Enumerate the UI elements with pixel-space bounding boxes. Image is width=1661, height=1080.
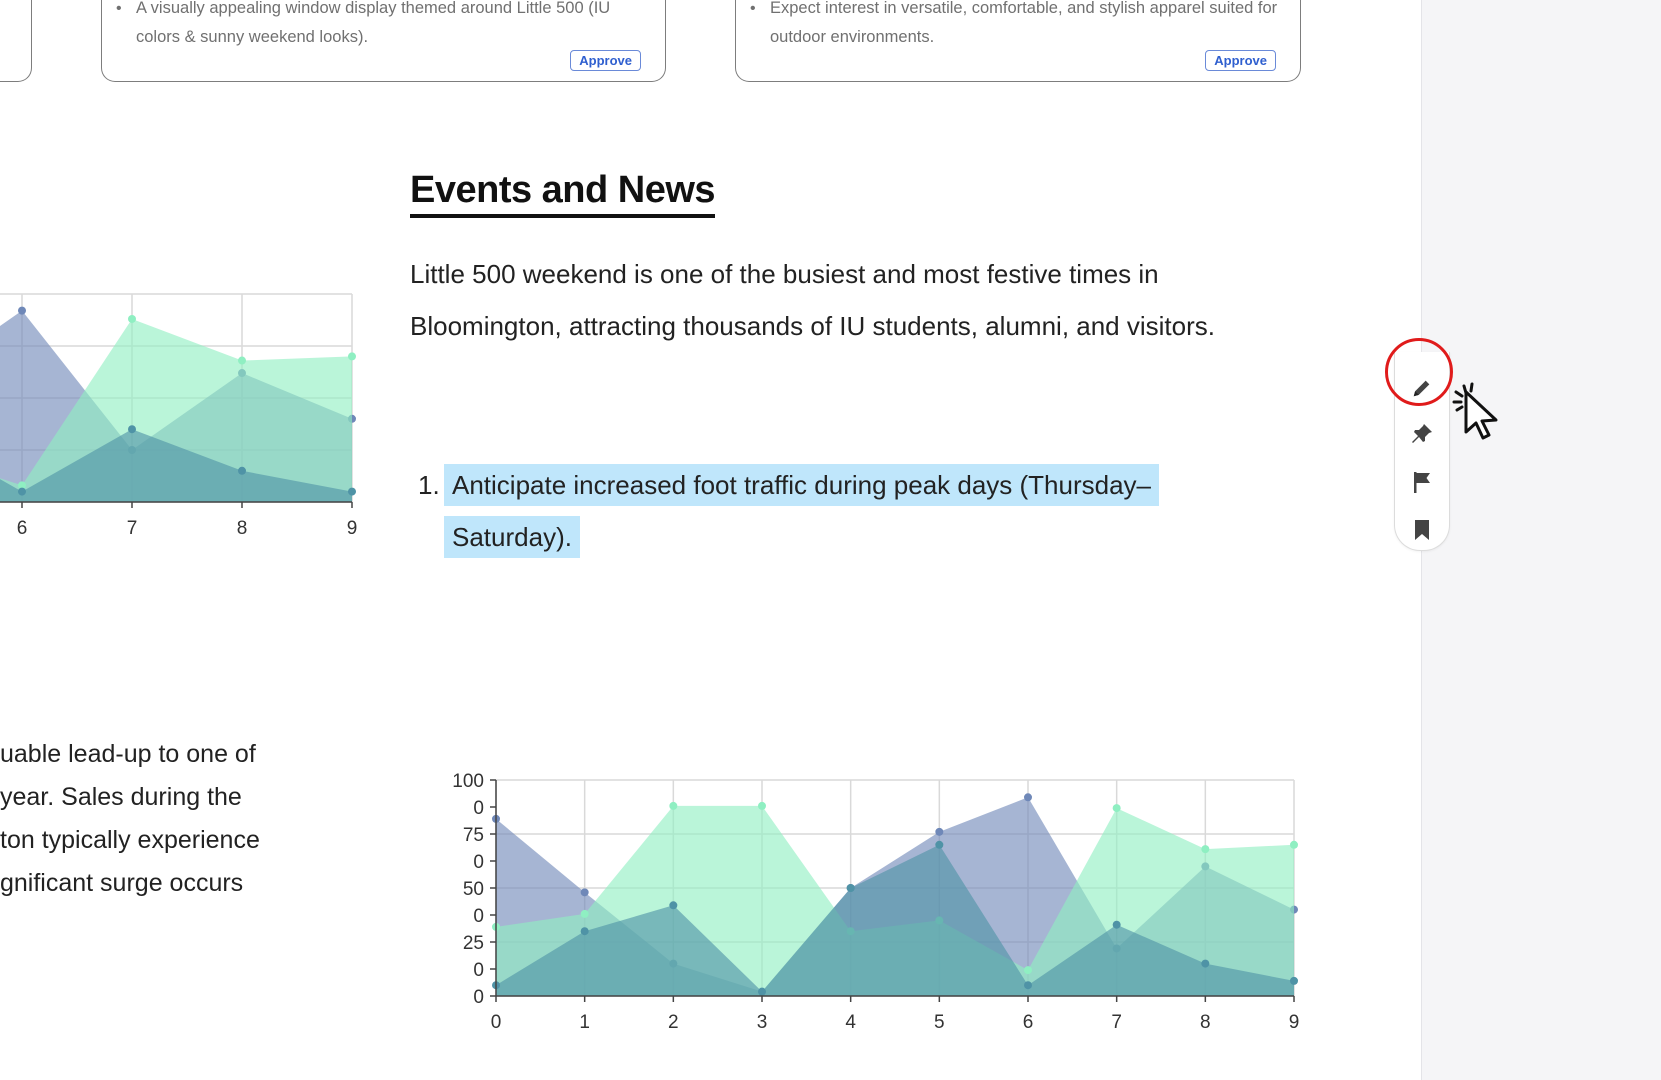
x-tick-label: 6: [16, 518, 28, 539]
x-tick-label: 4: [845, 1012, 856, 1033]
x-tick-label: 9: [346, 518, 358, 539]
recommendation-card: [735, 0, 1301, 82]
text-line: ton typically experience: [0, 826, 260, 854]
flag-icon: [1411, 470, 1433, 494]
x-tick-label: 8: [236, 518, 248, 539]
data-point: [935, 828, 943, 836]
selected-text-highlight[interactable]: Anticipate increased foot traffic during peak days (Thursday–Saturday).: [444, 464, 1159, 558]
data-point: [581, 927, 589, 935]
y-tick-label: 75: [462, 825, 484, 846]
x-tick-label: 9: [1288, 1012, 1300, 1033]
data-point: [581, 910, 589, 918]
bullet: •: [116, 0, 122, 17]
y-tick-label: 100: [452, 771, 484, 792]
bullet: •: [750, 0, 756, 17]
pin-button[interactable]: [1408, 420, 1436, 448]
text-line: uable lead-up to one of: [0, 740, 256, 768]
data-point: [348, 352, 356, 360]
area-chart-top-left: [0, 280, 370, 560]
y-tick-label: 0: [473, 852, 484, 873]
text-line: year. Sales during the: [0, 783, 242, 811]
annotation-ring: [1385, 338, 1453, 406]
card-text: Expect interest in versatile, comfortable, and stylish apparel suited for outdoor environments.: [770, 0, 1278, 46]
data-point: [1024, 981, 1032, 989]
section-paragraph: Little 500 weekend is one of the busiest and most festive times in Bloomington, attracting thousands of IU students, alumni, and visitors.: [410, 259, 1215, 341]
list-number: 1.: [418, 470, 440, 500]
data-point: [669, 802, 677, 810]
area-chart-bottom: [430, 770, 1310, 1050]
list-item[interactable]: [444, 460, 1274, 563]
data-point: [1024, 966, 1032, 974]
flag-button[interactable]: [1408, 468, 1436, 496]
x-tick-label: 2: [668, 1012, 679, 1033]
data-point: [935, 841, 943, 849]
data-point: [758, 988, 766, 996]
x-tick-label: 6: [1022, 1012, 1034, 1033]
text-line: gnificant surge occurs: [0, 869, 244, 897]
data-point: [1201, 845, 1209, 853]
data-point: [1113, 804, 1121, 812]
data-point: [128, 315, 136, 323]
data-point: [238, 467, 246, 475]
data-point: [18, 307, 26, 315]
data-point: [1113, 921, 1121, 929]
data-point: [847, 884, 855, 892]
card-text: A visually appealing window display themed around Little 500 (IU colors & sunny weekend looks).: [136, 0, 611, 46]
x-tick-label: 0: [490, 1012, 502, 1033]
x-tick-label: 1: [579, 1012, 590, 1033]
x-tick-label: 5: [934, 1012, 945, 1033]
mouse-cursor-icon: [1452, 380, 1512, 444]
card-partial-left: [0, 0, 32, 82]
x-tick-label: 3: [756, 1012, 768, 1033]
data-point: [581, 888, 589, 896]
approve-button[interactable]: Approve: [1205, 50, 1276, 71]
recommendation-card: [101, 0, 666, 82]
y-tick-label: 25: [462, 933, 484, 954]
x-tick-label: 7: [1111, 1012, 1122, 1033]
data-point: [1201, 960, 1209, 968]
x-tick-label: 8: [1200, 1012, 1211, 1033]
approve-button[interactable]: Approve: [570, 50, 641, 71]
pin-icon: [1410, 422, 1434, 446]
y-tick-label: 50: [462, 879, 484, 900]
data-point: [348, 488, 356, 496]
data-point: [669, 901, 677, 909]
data-point: [128, 425, 136, 433]
bookmark-icon: [1412, 519, 1432, 541]
y-tick-label: 0: [473, 960, 484, 981]
left-paragraph-fragment: [0, 733, 320, 905]
y-tick-label: 0: [473, 906, 484, 927]
section-heading: Events and News: [410, 168, 715, 218]
y-tick-label: 0: [473, 798, 484, 819]
x-tick-label: 7: [126, 518, 138, 539]
bookmark-button[interactable]: [1408, 516, 1436, 544]
data-point: [18, 488, 26, 496]
data-point: [1290, 841, 1298, 849]
data-point: [238, 357, 246, 365]
data-point: [758, 802, 766, 810]
right-side-panel: [1421, 0, 1661, 1080]
y-tick-label: 0: [473, 987, 484, 1008]
data-point: [1024, 793, 1032, 801]
data-point: [1290, 977, 1298, 985]
